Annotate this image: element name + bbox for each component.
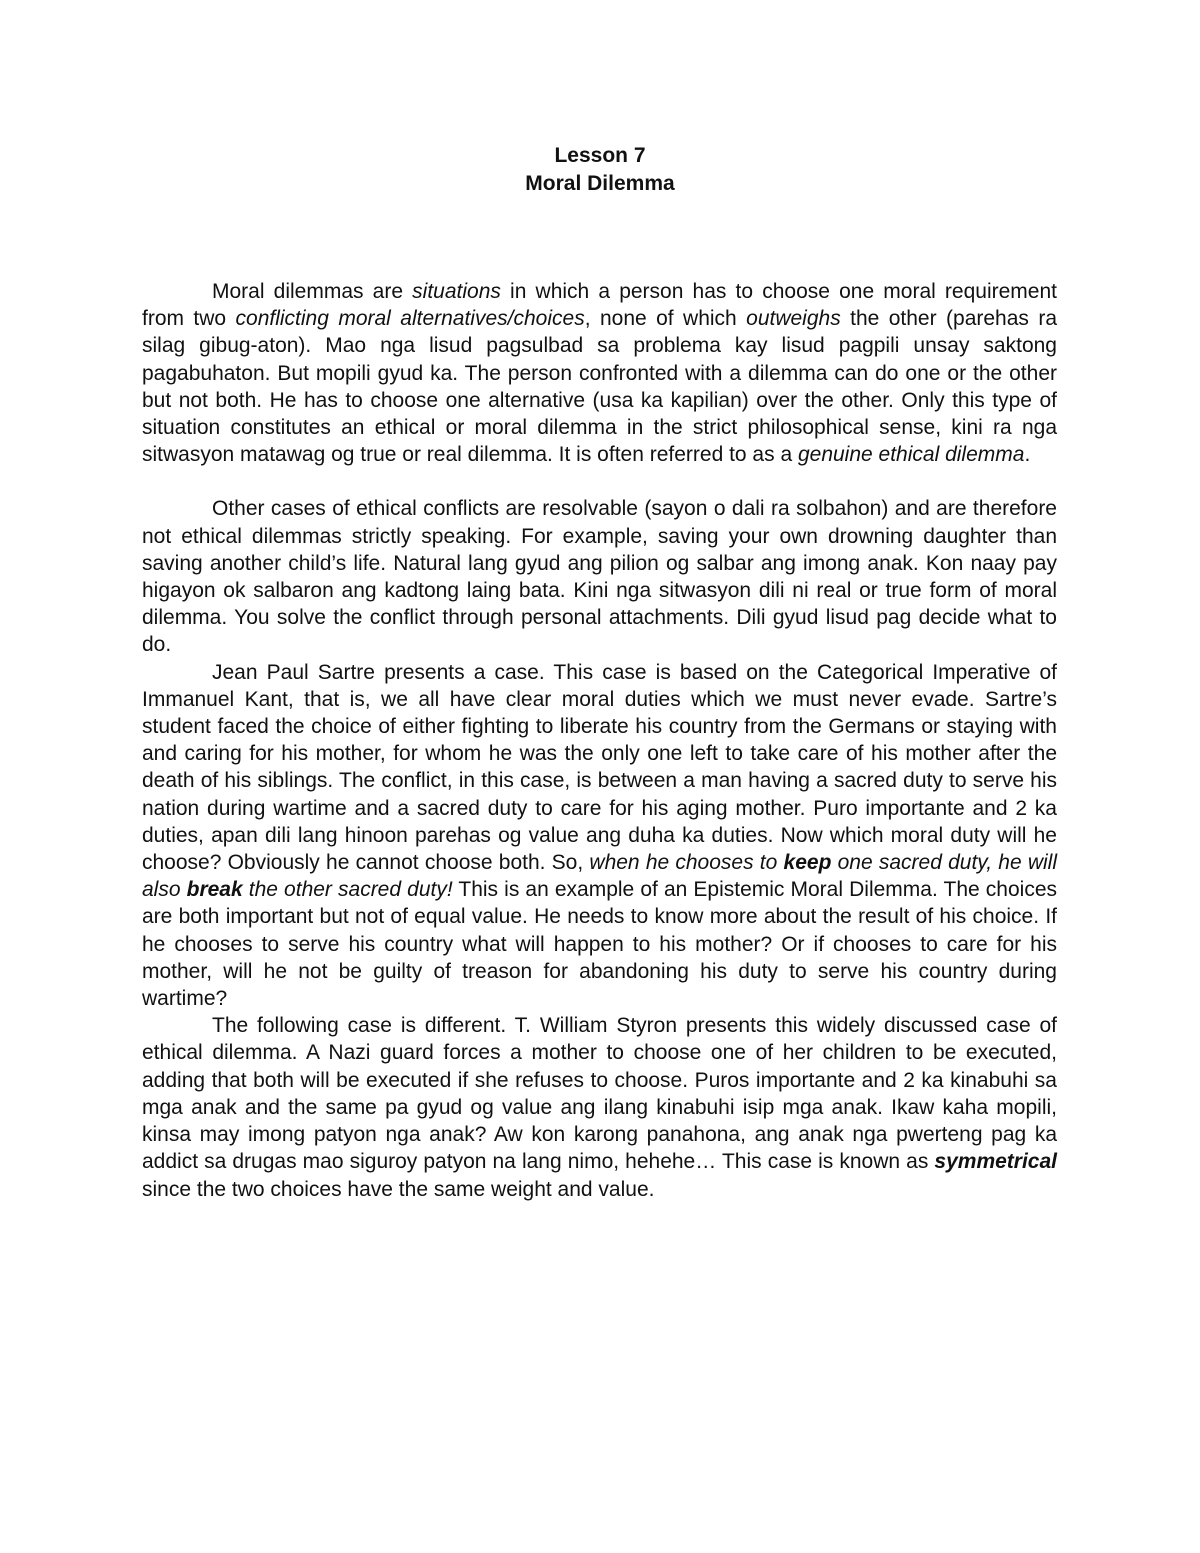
bold-italic-text: symmetrical [934,1150,1057,1174]
text-run: Jean Paul Sartre presents a case. This case is based on the Categorical Imperative of Immanuel Kant, that is, we all have clear moral duties which we must never evade. Sartre’s student faced the choice of either fighting to liberate his country from the Germans or staying with and caring for his mother, for whom he was the only one left to take care of his mother after the death of his siblings. The conflict, in this case, is between a man having a sacred duty to serve his nation during wartime and a sacred duty to care for his aging mother. Puro importante and 2 ka duties, apan dili lang hinoon parehas og value ang duha ka duties. Now which moral duty will he choose? Obviously he cannot choose both. So, [142,660,1057,875]
text-run: the other (parehas ra silag gibug-aton). Mao nga lisud pagsulbad sa problema kay lisud pagpili unsay saktong pagabuhaton. But mopili gyud ka. The person confronted with a dilemma can do one or the other but not both. He has to choose one alternative (usa ka kapilian) over the other. Only this type of situation constitutes an ethical or moral dilemma in the strict philosophical sense, kini ra nga sitwasyon matawag og true or real dilemma. It is often referred to as a [142,307,1057,467]
text-run: since the two choices have the same weight and value. [142,1177,655,1201]
text-run: . [1024,443,1031,467]
text-run: Other cases of ethical conflicts are resolvable (sayon o dali ra solbahon) and are therefore not ethical dilemmas strictly speaking. For example, saving your own drowning daughter than saving another child’s life. Natural lang gyud ang pilion og salbar ang imong anak. Kon naay pay higayon ok salbaron ang kadtong laing bata. Kini nga sitwasyon dili ni real or true form of moral dilemma. You solve the conflict through personal attachments. Dili gyud lisud pag decide what to do. [142,497,1057,657]
italic-text: one sacred duty, he will also [142,851,1057,902]
bold-italic-text: keep [783,851,832,875]
paragraph-definition [142,278,1057,468]
text-run: The following case is different. T. William Styron presents this widely discussed case of ethical dilemma. A Nazi guard forces a mother to choose one of her children to be executed, adding that both will be executed if she refuses to choose. Puros importante and 2 ka kinabuhi sa mga anak and the same pa gyud og value ang ilang kinabuhi isip mga anak. Ikaw kaha mopili, kinsa may imong patyon nga anak? Aw kon karong panahona, ang anak nga pwerteng pag ka addict sa drugas mao siguroy patyon na lang nimo, hehehe… This case is known as [142,1014,1057,1174]
italic-text: situations [412,280,501,303]
document-body [142,278,1057,1203]
italic-text: genuine ethical dilemma [797,443,1025,467]
paragraph-styron-case [142,1012,1057,1202]
text-run: , none of which [584,307,747,331]
paragraph-resolvable-conflicts [142,495,1057,658]
text-run: This is an example of an Epistemic Moral Dilemma. The choices are both important but not of equal value. He needs to know more about the result of his choice. If he chooses to serve his country what will happen to his mother? Or if chooses to care for his mother, will he not be guilty of treason for abandoning his duty to serve his country during wartime? [142,878,1057,1011]
italic-text: when he chooses to [589,851,784,875]
bold-italic-text: break [186,878,243,902]
lesson-number: Lesson 7 [554,144,646,167]
paragraph-sartre-case [142,659,1057,1013]
lesson-title: Moral Dilemma [525,172,675,195]
italic-text: conflicting moral alternatives/choices [235,307,585,331]
italic-text: the other sacred duty! [242,878,453,902]
document-header [0,142,1200,198]
text-run: Moral dilemmas are [212,280,413,303]
text-run: in which a person has to choose one moral requirement from two [142,280,1057,331]
italic-text: outweighs [746,307,841,331]
